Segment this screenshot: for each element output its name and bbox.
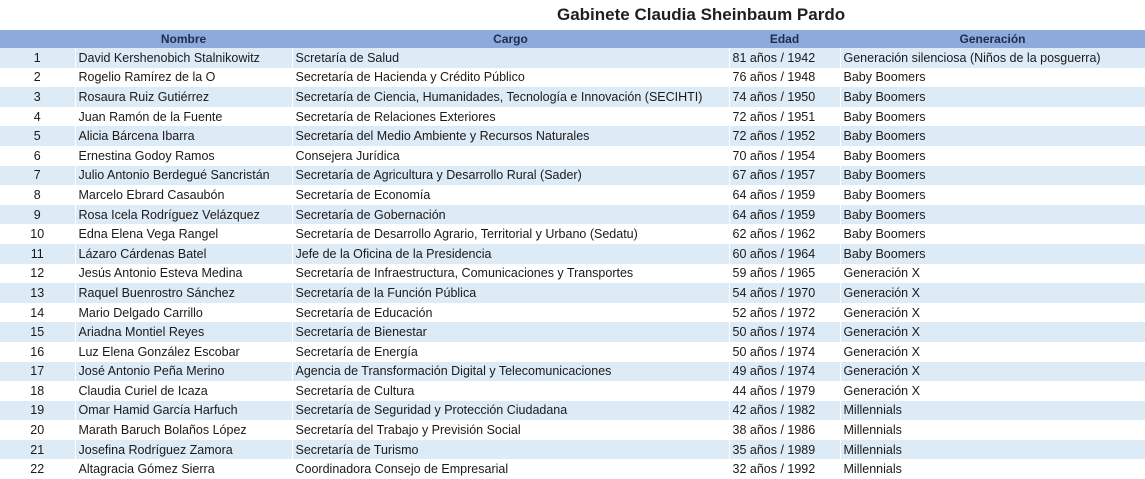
- table-row: [0, 244, 1145, 264]
- cell-cargo[interactable]: Secretaría de Economía: [292, 185, 729, 205]
- cell-edad[interactable]: 64 años / 1959: [729, 205, 840, 225]
- cell-cargo[interactable]: Scretaría de Salud: [292, 48, 729, 68]
- cell-cargo[interactable]: Secretaría del Medio Ambiente y Recursos Naturales: [292, 126, 729, 146]
- cell-edad[interactable]: 38 años / 1986: [729, 420, 840, 440]
- cell-nombre[interactable]: Raquel Buenrostro Sánchez: [75, 283, 292, 303]
- cell-generacion[interactable]: Baby Boomers: [840, 107, 1145, 127]
- cell-nombre[interactable]: José Antonio Peña Merino: [75, 362, 292, 382]
- table-row: [0, 205, 1145, 225]
- cell-n[interactable]: 7: [0, 166, 75, 186]
- cell-cargo[interactable]: Secretaría de Educación: [292, 303, 729, 323]
- table-row: [0, 146, 1145, 166]
- table-row: [0, 87, 1145, 107]
- cell-edad[interactable]: 67 años / 1957: [729, 166, 840, 186]
- cell-nombre[interactable]: Altagracia Gómez Sierra: [75, 459, 292, 479]
- cell-edad[interactable]: 50 años / 1974: [729, 342, 840, 362]
- cell-generacion[interactable]: Baby Boomers: [840, 205, 1145, 225]
- cabinet-table: [0, 30, 1145, 479]
- cell-nombre[interactable]: Rosa Icela Rodríguez Velázquez: [75, 205, 292, 225]
- table-row: [0, 283, 1145, 303]
- cell-edad[interactable]: 50 años / 1974: [729, 322, 840, 342]
- cell-nombre[interactable]: Rogelio Ramírez de la O: [75, 68, 292, 88]
- header-row: [0, 30, 1145, 48]
- header-edad[interactable]: Edad: [729, 30, 840, 48]
- cell-generacion[interactable]: Generación silenciosa (Niños de la posguerra): [840, 48, 1145, 68]
- cell-edad[interactable]: 64 años / 1959: [729, 185, 840, 205]
- table-row: [0, 224, 1145, 244]
- cell-n[interactable]: 12: [0, 264, 75, 284]
- table-row: [0, 264, 1145, 284]
- cell-cargo[interactable]: Secretaría de Cultura: [292, 381, 729, 401]
- table-row: [0, 322, 1145, 342]
- cell-n[interactable]: 22: [0, 459, 75, 479]
- cell-edad[interactable]: 76 años / 1948: [729, 68, 840, 88]
- table-row: [0, 185, 1145, 205]
- cell-generacion[interactable]: Generación X: [840, 283, 1145, 303]
- cell-edad[interactable]: 42 años / 1982: [729, 401, 840, 421]
- cell-edad[interactable]: 52 años / 1972: [729, 303, 840, 323]
- cell-edad[interactable]: 44 años / 1979: [729, 381, 840, 401]
- cell-cargo[interactable]: Coordinadora Consejo de Empresarial: [292, 459, 729, 479]
- cell-n[interactable]: 18: [0, 381, 75, 401]
- cell-edad[interactable]: 60 años / 1964: [729, 244, 840, 264]
- cell-cargo[interactable]: Secretaría de Desarrollo Agrario, Territorial y Urbano (Sedatu): [292, 224, 729, 244]
- cell-edad[interactable]: 62 años / 1962: [729, 224, 840, 244]
- cell-nombre[interactable]: Josefina Rodríguez Zamora: [75, 440, 292, 460]
- cell-generacion[interactable]: Baby Boomers: [840, 224, 1145, 244]
- cell-cargo[interactable]: Secretaría de Agricultura y Desarrollo Rural (Sader): [292, 166, 729, 186]
- cell-generacion[interactable]: Baby Boomers: [840, 146, 1145, 166]
- table-row: [0, 126, 1145, 146]
- cell-nombre[interactable]: David Kershenobich Stalnikowitz: [75, 48, 292, 68]
- cell-nombre[interactable]: Juan Ramón de la Fuente: [75, 107, 292, 127]
- cell-cargo[interactable]: Secretaría de Seguridad y Protección Ciudadana: [292, 401, 729, 421]
- cell-n[interactable]: 10: [0, 224, 75, 244]
- cell-nombre[interactable]: Marath Baruch Bolaños López: [75, 420, 292, 440]
- cell-cargo[interactable]: Secretaría de Infraestructura, Comunicaciones y Transportes: [292, 264, 729, 284]
- cell-nombre[interactable]: Jesús Antonio Esteva Medina: [75, 264, 292, 284]
- cell-nombre[interactable]: Edna Elena Vega Rangel: [75, 224, 292, 244]
- sheet-title: Gabinete Claudia Sheinbaum Pardo: [557, 5, 846, 24]
- cell-nombre[interactable]: Luz Elena González Escobar: [75, 342, 292, 362]
- cell-n[interactable]: 2: [0, 68, 75, 88]
- header-cargo[interactable]: Cargo: [292, 30, 729, 48]
- cell-generacion[interactable]: Baby Boomers: [840, 87, 1145, 107]
- cell-nombre[interactable]: Claudia Curiel de Icaza: [75, 381, 292, 401]
- cell-cargo[interactable]: Secretaría de Hacienda y Crédito Público: [292, 68, 729, 88]
- cell-n[interactable]: 3: [0, 87, 75, 107]
- cell-generacion[interactable]: Generación X: [840, 381, 1145, 401]
- cell-n[interactable]: 15: [0, 322, 75, 342]
- cell-generacion[interactable]: Baby Boomers: [840, 244, 1145, 264]
- cell-n[interactable]: 13: [0, 283, 75, 303]
- cell-edad[interactable]: 54 años / 1970: [729, 283, 840, 303]
- cell-nombre[interactable]: Rosaura Ruiz Gutiérrez: [75, 87, 292, 107]
- header-num[interactable]: [0, 30, 75, 48]
- cell-nombre[interactable]: Lázaro Cárdenas Batel: [75, 244, 292, 264]
- cell-cargo[interactable]: Secretaría de Relaciones Exteriores: [292, 107, 729, 127]
- cell-n[interactable]: 8: [0, 185, 75, 205]
- table-row: [0, 107, 1145, 127]
- table-row: [0, 68, 1145, 88]
- header-nombre[interactable]: Nombre: [75, 30, 292, 48]
- cell-n[interactable]: 16: [0, 342, 75, 362]
- cell-edad[interactable]: 59 años / 1965: [729, 264, 840, 284]
- cell-generacion[interactable]: Generación X: [840, 264, 1145, 284]
- cell-generacion[interactable]: Baby Boomers: [840, 68, 1145, 88]
- cell-generacion[interactable]: Generación X: [840, 362, 1145, 382]
- table-row: [0, 342, 1145, 362]
- table-row: [0, 166, 1145, 186]
- cell-n[interactable]: 6: [0, 146, 75, 166]
- cell-generacion[interactable]: Millennials: [840, 420, 1145, 440]
- cell-cargo[interactable]: Secretaría de Gobernación: [292, 205, 729, 225]
- cell-edad[interactable]: 81 años / 1942: [729, 48, 840, 68]
- cell-generacion[interactable]: Baby Boomers: [840, 126, 1145, 146]
- cell-cargo[interactable]: Secretaría de Ciencia, Humanidades, Tecnología e Innovación (SECIHTI): [292, 87, 729, 107]
- cell-edad[interactable]: 32 años / 1992: [729, 459, 840, 479]
- cell-cargo[interactable]: Secretaría de Bienestar: [292, 322, 729, 342]
- table-row: [0, 440, 1145, 460]
- cell-cargo[interactable]: Secretaría del Trabajo y Previsión Social: [292, 420, 729, 440]
- cell-cargo[interactable]: Secretaría de Turismo: [292, 440, 729, 460]
- cell-nombre[interactable]: Ariadna Montiel Reyes: [75, 322, 292, 342]
- table-row: [0, 48, 1145, 68]
- cell-edad[interactable]: 49 años / 1974: [729, 362, 840, 382]
- cell-n[interactable]: 19: [0, 401, 75, 421]
- cell-cargo[interactable]: Secretaría de Energía: [292, 342, 729, 362]
- cell-n[interactable]: 4: [0, 107, 75, 127]
- cell-edad[interactable]: 70 años / 1954: [729, 146, 840, 166]
- cell-edad[interactable]: 72 años / 1951: [729, 107, 840, 127]
- cell-nombre[interactable]: Ernestina Godoy Ramos: [75, 146, 292, 166]
- table-row: [0, 420, 1145, 440]
- table-row: [0, 401, 1145, 421]
- cell-n[interactable]: 5: [0, 126, 75, 146]
- header-generacion[interactable]: Generación: [840, 30, 1145, 48]
- table-row: [0, 459, 1145, 479]
- cell-nombre[interactable]: Omar Hamid García Harfuch: [75, 401, 292, 421]
- cell-cargo[interactable]: Jefe de la Oficina de la Presidencia: [292, 244, 729, 264]
- cell-nombre[interactable]: Alicia Bárcena Ibarra: [75, 126, 292, 146]
- table-row: [0, 381, 1145, 401]
- cell-n[interactable]: 17: [0, 362, 75, 382]
- title-row: [0, 0, 1145, 30]
- cell-cargo[interactable]: Secretaría de la Función Pública: [292, 283, 729, 303]
- cell-n[interactable]: 21: [0, 440, 75, 460]
- cell-edad[interactable]: 72 años / 1952: [729, 126, 840, 146]
- cell-generacion[interactable]: Millennials: [840, 440, 1145, 460]
- table-row: [0, 362, 1145, 382]
- cell-generacion[interactable]: Millennials: [840, 459, 1145, 479]
- cell-edad[interactable]: 35 años / 1989: [729, 440, 840, 460]
- cell-n[interactable]: 1: [0, 48, 75, 68]
- cell-nombre[interactable]: Julio Antonio Berdegué Sancristán: [75, 166, 292, 186]
- cell-n[interactable]: 9: [0, 205, 75, 225]
- table-row: [0, 303, 1145, 323]
- cell-cargo[interactable]: Agencia de Transformación Digital y Telecomunicaciones: [292, 362, 729, 382]
- cell-n[interactable]: 20: [0, 420, 75, 440]
- cell-generacion[interactable]: Generación X: [840, 303, 1145, 323]
- cell-generacion[interactable]: Millennials: [840, 401, 1145, 421]
- cell-nombre[interactable]: Mario Delgado Carrillo: [75, 303, 292, 323]
- cell-generacion[interactable]: Baby Boomers: [840, 185, 1145, 205]
- cell-generacion[interactable]: Generación X: [840, 342, 1145, 362]
- cell-n[interactable]: 11: [0, 244, 75, 264]
- cell-generacion[interactable]: Generación X: [840, 322, 1145, 342]
- cell-n[interactable]: 14: [0, 303, 75, 323]
- cell-edad[interactable]: 74 años / 1950: [729, 87, 840, 107]
- cell-cargo[interactable]: Consejera Jurídica: [292, 146, 729, 166]
- cell-generacion[interactable]: Baby Boomers: [840, 166, 1145, 186]
- cell-nombre[interactable]: Marcelo Ebrard Casaubón: [75, 185, 292, 205]
